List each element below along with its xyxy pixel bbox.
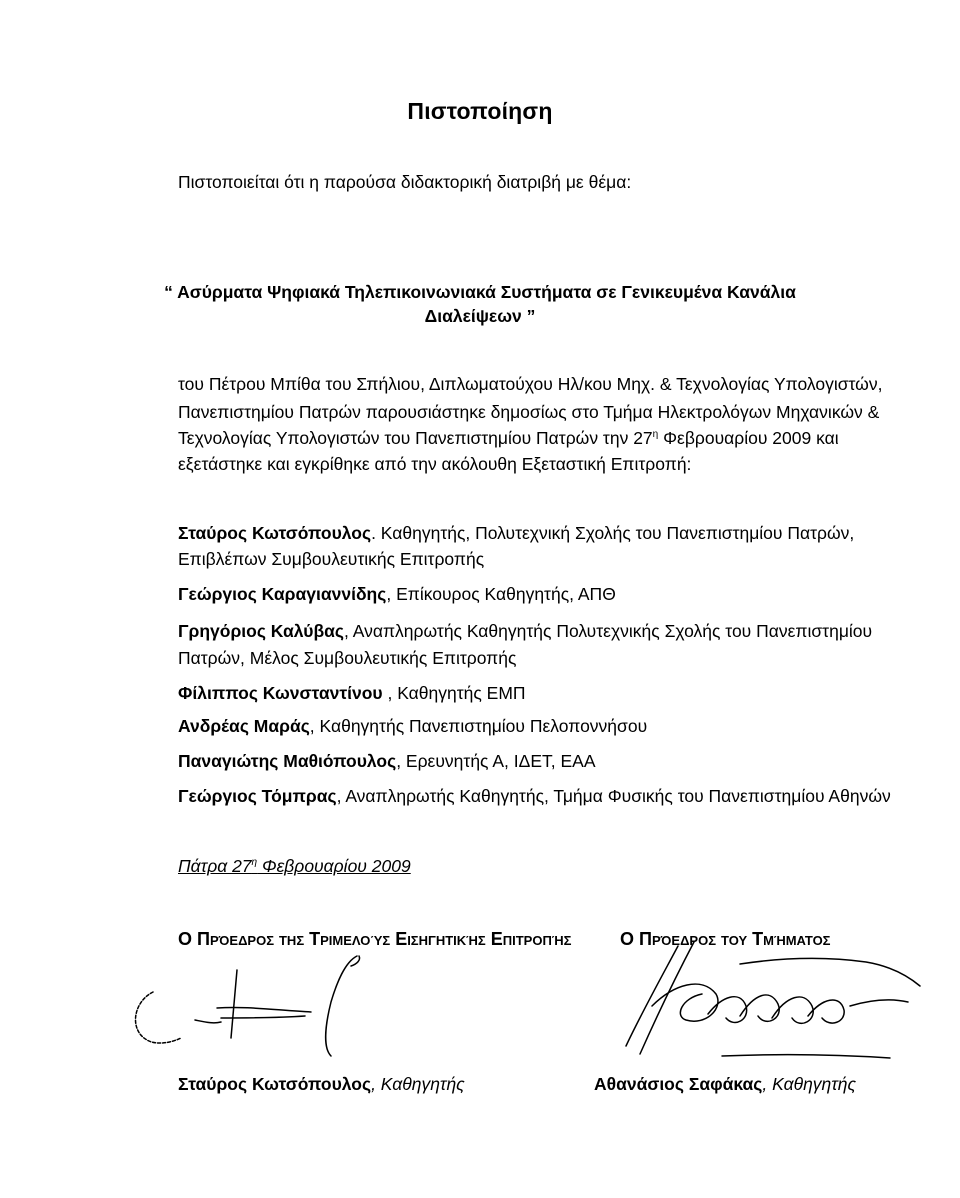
ordinal-superscript: η <box>251 857 258 868</box>
right-signatory <box>594 1074 856 1095</box>
page-title: Πιστοποίηση <box>407 98 553 124</box>
member-role: , Καθηγητής ΕΜΠ <box>382 683 526 703</box>
committee-member <box>178 716 647 737</box>
member-role: , Ερευνητής Α, ΙΔΕΤ, ΕΑΑ <box>396 751 596 771</box>
member-role: , Επίκουρος Καθηγητής, ΑΠΘ <box>386 584 616 604</box>
left-signatory-name: Σταύρος Κωτσόπουλος <box>178 1074 372 1094</box>
committee-member <box>178 621 872 642</box>
committee-member-continued: Πατρών, Μέλος Συμβουλευτικής Επιτροπής <box>178 648 517 668</box>
committee-member-continued: Επιβλέπων Συμβουλευτικής Επιτροπής <box>178 549 485 569</box>
member-name: Σταύρος Κωτσόπουλος <box>178 523 372 543</box>
left-signature-heading: Ο Πρόεδρος της Τριμελούς Εισηγητικής Επιτροπής <box>178 929 572 949</box>
place-date-text-end: Φεβρουαρίου 2009 <box>257 856 411 876</box>
committee-member <box>178 523 854 544</box>
left-signatory <box>178 1074 465 1095</box>
right-signatory-name: Αθανάσιος Σαφάκας <box>594 1074 763 1094</box>
body-line-3 <box>178 428 839 449</box>
committee-member <box>178 584 616 605</box>
committee-member <box>178 683 526 704</box>
right-signature-heading: Ο Πρόεδρος του Τμήματος <box>620 929 831 949</box>
left-signatory-role: , Καθηγητής <box>371 1074 465 1094</box>
body-line-3-text: Τεχνολογίας Υπολογιστών του Πανεπιστημίου Πατρών την 27 <box>178 428 653 448</box>
member-name: Γεώργιος Καραγιαννίδης <box>178 584 387 604</box>
thesis-subject-line-2: Διαλείψεων ” <box>424 306 536 326</box>
place-date-text: Πάτρα 27 <box>178 856 252 876</box>
body-line-3-text-end: Φεβρουαρίου 2009 και <box>658 428 839 448</box>
right-handwritten-signature <box>590 936 930 1066</box>
committee-member <box>178 751 596 772</box>
member-role: . Καθηγητής, Πολυτεχνική Σχολής του Πανεπιστημίου Πατρών, <box>371 523 855 543</box>
member-role: , Αναπληρωτής Καθηγητής, Τμήμα Φυσικής του Πανεπιστημίου Αθηνών <box>336 786 891 806</box>
place-date <box>178 856 411 877</box>
committee-member <box>178 786 891 807</box>
member-name: Παναγιώτης Μαθιόπουλος <box>178 751 397 771</box>
member-role: , Καθηγητής Πανεπιστημίου Πελοποννήσου <box>309 716 648 736</box>
ordinal-superscript: η <box>652 429 659 440</box>
member-name: Φίλιππος Κωνσταντίνου <box>178 683 383 703</box>
member-name: Γρηγόριος Καλύβας <box>178 621 344 641</box>
body-line-2: Πανεπιστημίου Πατρών παρουσιάστηκε δημοσίως στο Τμήμα Ηλεκτρολόγων Μηχανικών & <box>178 402 880 422</box>
member-name: Γεώργιος Τόμπρας <box>178 786 337 806</box>
left-handwritten-signature <box>125 952 375 1062</box>
member-role: , Αναπληρωτής Καθηγητής Πολυτεχνικής Σχολής του Πανεπιστημίου <box>344 621 873 641</box>
body-line-4: εξετάστηκε και εγκρίθηκε από την ακόλουθη Εξεταστική Επιτροπή: <box>178 454 692 474</box>
thesis-subject-line-1: “ Ασύρματα Ψηφιακά Τηλεπικοινωνιακά Συστήματα σε Γενικευμένα Κανάλια <box>164 282 796 302</box>
body-line-1: του Πέτρου Μπίθα του Σπήλιου, Διπλωματούχου Ηλ/κου Μηχ. & Τεχνολογίας Υπολογιστών, <box>178 374 883 394</box>
member-name: Ανδρέας Μαράς <box>178 716 310 736</box>
intro-text: Πιστοποιείται ότι η παρούσα διδακτορική διατριβή με θέμα: <box>178 172 632 192</box>
right-signatory-role: , Καθηγητής <box>762 1074 857 1094</box>
